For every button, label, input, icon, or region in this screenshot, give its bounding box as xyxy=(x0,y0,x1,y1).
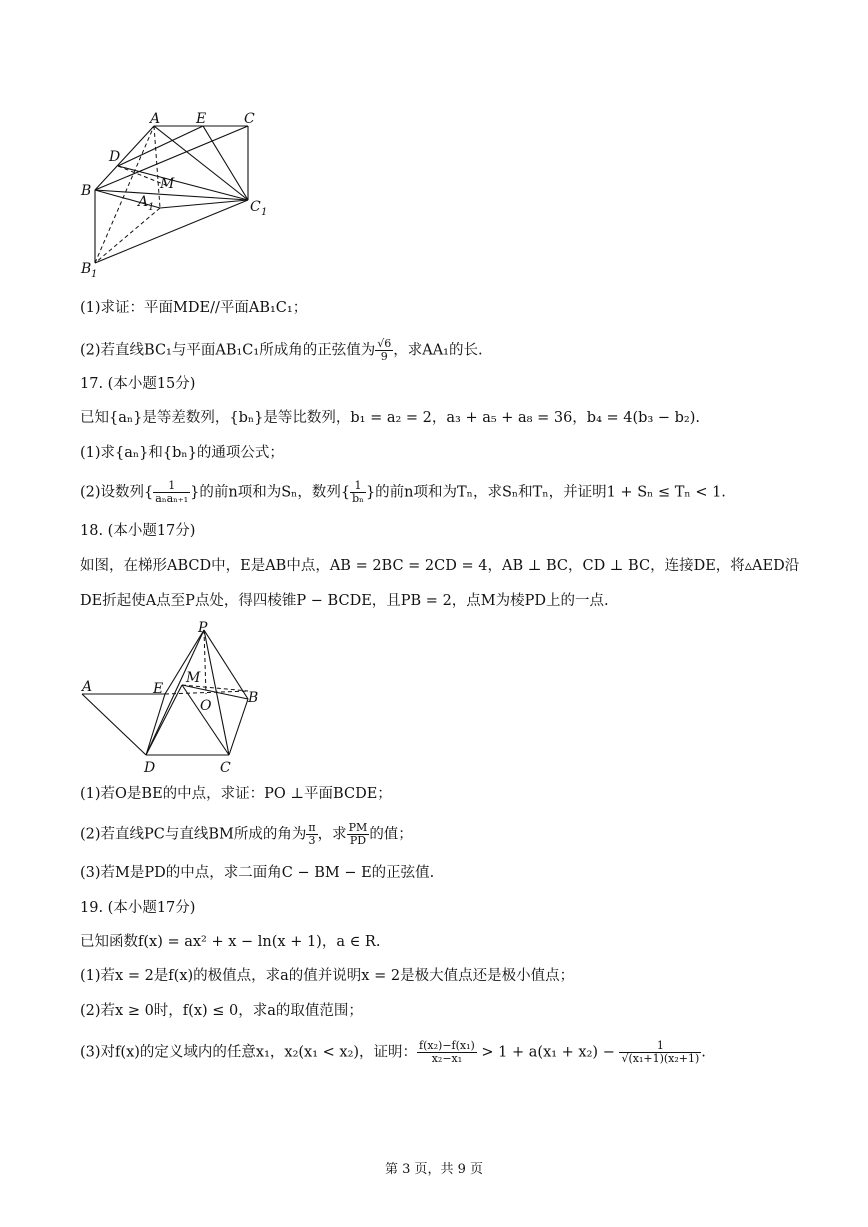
q17-part1: (1)求{aₙ}和{bₙ}的通项公式； xyxy=(80,445,284,461)
q19-header: 19. (本小题17分) xyxy=(80,900,196,916)
q18-frac1-den: 3 xyxy=(308,834,316,847)
fig2-label-A: A xyxy=(82,679,93,695)
label-M: M xyxy=(160,176,175,192)
q18-part2-c: 的值； xyxy=(369,826,413,843)
label-C: C xyxy=(244,111,255,127)
q17-frac2-den: bₙ xyxy=(352,492,364,505)
q19-part1: (1)若x = 2是f(x)的极值点，求a的值并说明x = 2是极大值点还是极小值点； xyxy=(80,968,575,984)
q16-frac-num: √6 xyxy=(377,337,392,350)
q17-frac2 xyxy=(350,480,366,505)
q17-stem: 已知{aₙ}是等差数列，{bₙ}是等比数列，b₁ = a₂ = 2，a₃ + a₅ + a₈ = 36，b₄ = 4(b₃ − b₂). xyxy=(80,410,700,426)
q18-stem1: 如图，在梯形ABCD中，E是AB中点，AB = 2BC = 2CD = 4，AB ⊥ BC，CD ⊥ BC，连接DE，将▵AED沿 xyxy=(80,558,800,574)
label-A1: A xyxy=(138,194,149,210)
label-B1-sub: 1 xyxy=(91,269,98,280)
q18-part1: (1)若O是BE的中点，求证：PO ⊥平面BCDE； xyxy=(80,786,392,802)
q18-frac1 xyxy=(306,822,317,847)
q18-part2 xyxy=(80,822,413,847)
q19-frac2-den: √(x₁+1)(x₂+1) xyxy=(621,1052,700,1065)
q19-part3 xyxy=(80,1040,706,1065)
q17-frac1-den: aₙaₙ₊₁ xyxy=(155,492,189,505)
prism-figure xyxy=(78,108,278,283)
q18-part2-a: (2)若直线PC与直线BM所成的角为 xyxy=(80,826,307,843)
q16-frac-den: 9 xyxy=(380,350,388,363)
label-D: D xyxy=(109,149,121,165)
page-footer: 第 3 页，共 9 页 xyxy=(384,1162,484,1177)
q17-header: 17. (本小题15分) xyxy=(80,376,196,392)
fig2-label-O: O xyxy=(200,698,212,714)
q19-part3-a: (3)对f(x)的定义域内的任意x₁，x₂(x₁ < x₂)，证明： xyxy=(80,1044,418,1061)
q19-frac1-num: f(x₂)−f(x₁) xyxy=(419,1039,475,1052)
q17-frac1 xyxy=(153,480,190,505)
q18-frac2-den: PD xyxy=(349,834,367,847)
q18-part2-b: ，求 xyxy=(317,826,347,843)
q18-frac2-num: PM xyxy=(348,821,368,834)
q16-part2-pre: (2)若直线BC₁与平面AB₁C₁所成角的正弦值为 xyxy=(80,342,376,359)
q19-frac2 xyxy=(619,1040,701,1065)
label-C1: C xyxy=(250,199,261,215)
q19-frac2-num: 1 xyxy=(619,1040,701,1053)
q18-stem2: DE折起使A点至P点处，得四棱锥P − BCDE，且PB = 2，点M为棱PD上的一点. xyxy=(80,593,609,609)
label-E: E xyxy=(196,111,207,127)
q19-part3-c: . xyxy=(701,1044,706,1061)
q19-part2: (2)若x ≥ 0时，f(x) ≤ 0，求a的取值范围； xyxy=(80,1003,363,1019)
q19-part3-b: > 1 + a(x₁ + x₂) − xyxy=(476,1044,620,1061)
label-A: A xyxy=(150,111,161,127)
q19-stem: 已知函数f(x) = ax² + x − ln(x + 1)，a ∈ R. xyxy=(80,934,381,950)
q16-part1: (1)求证：平面MDE//平面AB₁C₁； xyxy=(80,300,308,316)
q17-frac2-num: 1 xyxy=(350,480,366,493)
fig2-label-M: M xyxy=(186,670,201,686)
q16-part2-frac xyxy=(375,338,393,363)
q17-part2-a: (2)设数列{ xyxy=(80,484,154,501)
q17-frac1-num: 1 xyxy=(153,480,190,493)
q17-part2-b: }的前n项和为Sₙ，数列{ xyxy=(190,484,351,501)
q17-part2-c: }的前n项和为Tₙ，求Sₙ和Tₙ，并证明1 + Sₙ ≤ Tₙ < 1. xyxy=(365,484,726,501)
q17-part2 xyxy=(80,480,726,505)
label-B: B xyxy=(81,183,92,199)
fig2-label-B: B xyxy=(248,690,259,706)
q18-frac2 xyxy=(347,822,370,847)
fig2-label-D: D xyxy=(144,760,156,776)
fig2-label-P: P xyxy=(198,620,208,636)
label-A1-sub: 1 xyxy=(148,202,155,213)
q19-frac1 xyxy=(417,1040,477,1065)
fig2-label-C: C xyxy=(220,760,231,776)
q18-header: 18. (本小题17分) xyxy=(80,523,196,539)
label-C1-sub: 1 xyxy=(261,207,268,218)
q18-frac1-num: π xyxy=(308,821,316,834)
label-B1: B xyxy=(81,261,92,277)
q19-frac1-den: x₂−x₁ xyxy=(431,1052,463,1065)
q16-part2 xyxy=(80,338,483,363)
q18-part3: (3)若M是PD的中点，求二面角C − BM − E的正弦值. xyxy=(80,865,435,881)
pyramid-figure xyxy=(78,618,278,778)
fig2-label-E: E xyxy=(153,681,164,697)
q16-part2-post: ，求AA₁的长. xyxy=(393,342,483,359)
